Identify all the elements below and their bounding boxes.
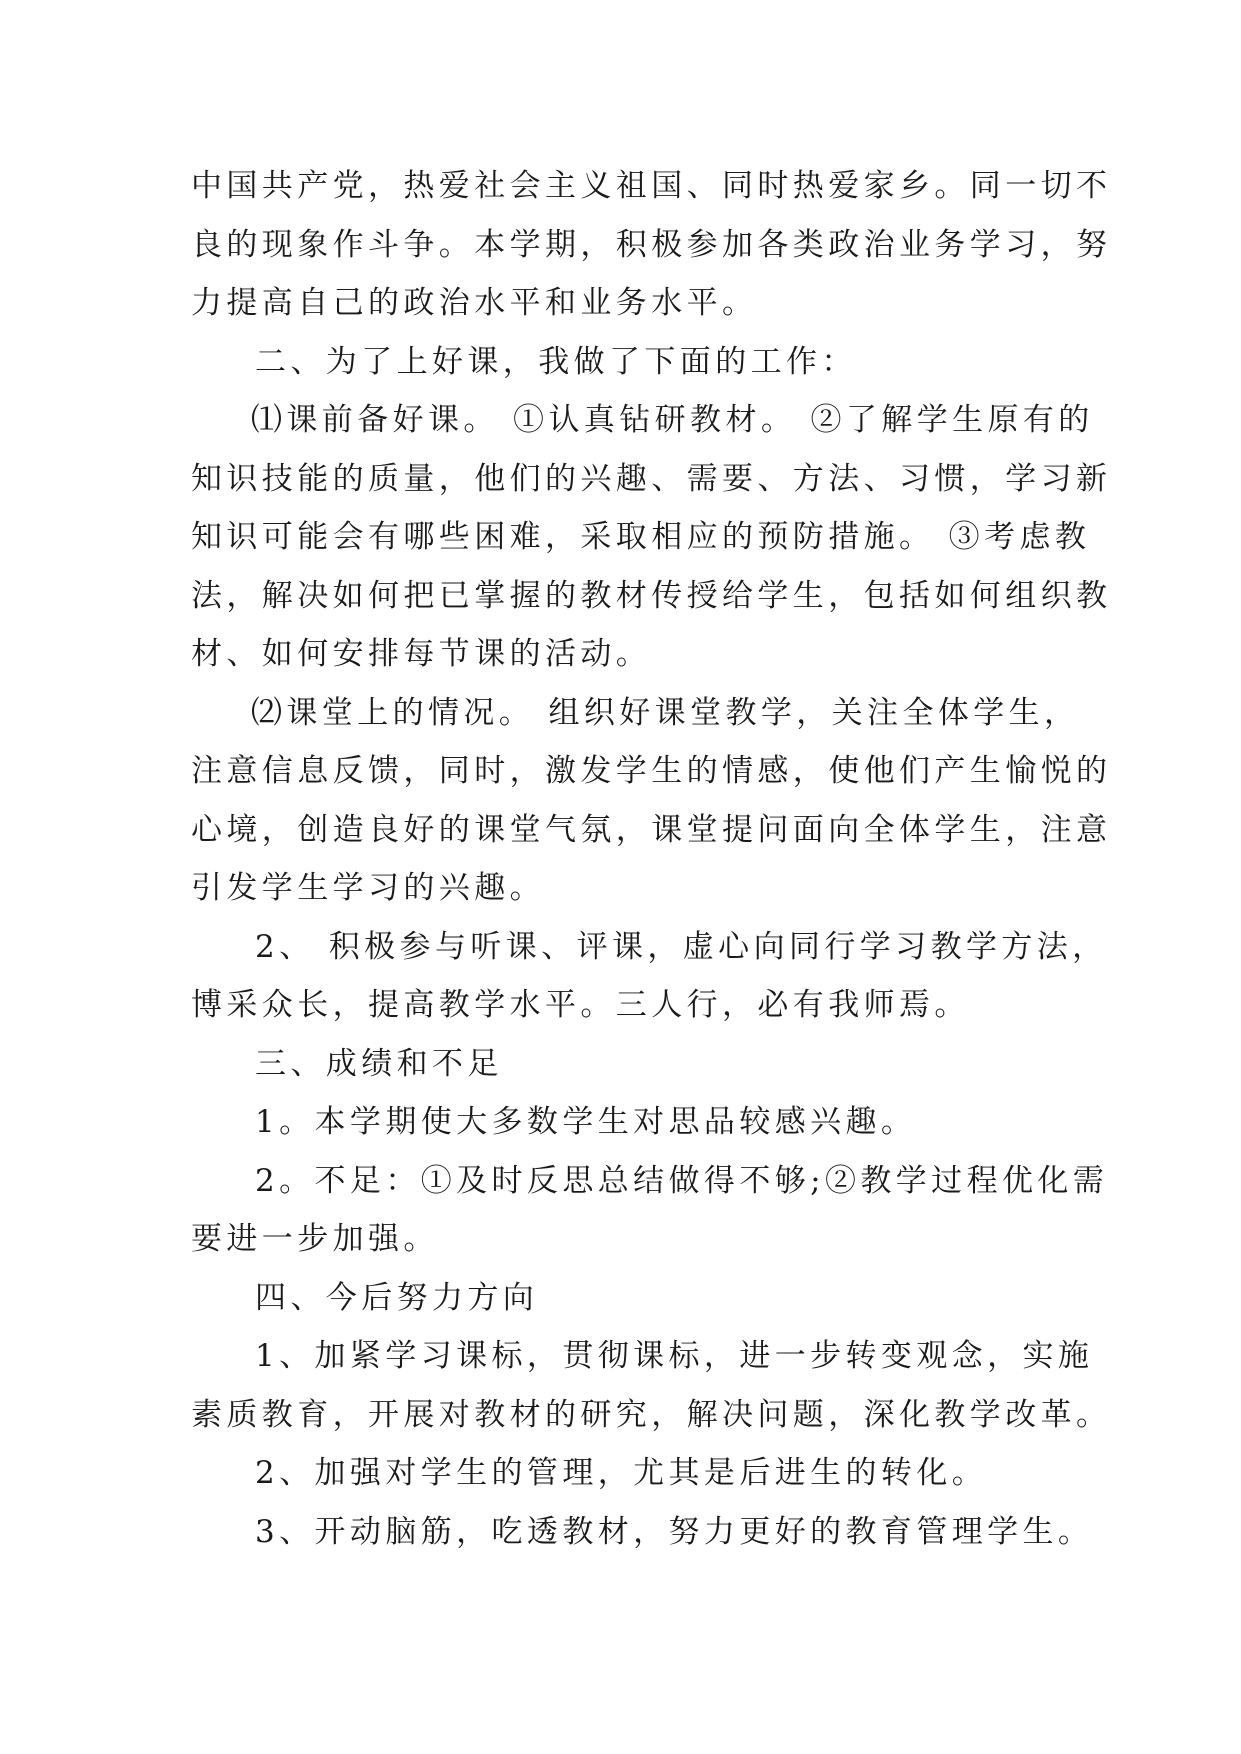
body-line: 心境，创造良好的课堂气氛，课堂提问面向全体学生，注意 bbox=[191, 811, 1112, 848]
body-line: 法，解决如何把已掌握的教材传授给学生，包括如何组织教 bbox=[191, 577, 1112, 614]
body-line: 2、 积极参与听课、评课，虚心向同行学习教学方法， bbox=[255, 928, 1108, 965]
section-heading-2: 二、为了上好课，我做了下面的工作： bbox=[255, 343, 857, 380]
body-line: 1。本学期使大多数学生对思品较感兴趣。 bbox=[255, 1104, 917, 1140]
body-line: 材、如何安排每节课的活动。 bbox=[191, 636, 652, 672]
body-line: 注意信息反馈，同时，激发学生的情感，使他们产生愉悦的 bbox=[191, 753, 1112, 789]
body-line: 2。不足：①及时反思总结做得不够;②教学过程优化需 bbox=[255, 1162, 1109, 1199]
document-body bbox=[191, 157, 1112, 1561]
body-line: 3、开动脑筋，吃透教材，努力更好的教育管理学生。 bbox=[255, 1513, 1094, 1550]
section-heading-4: 四、今后努力方向 bbox=[255, 1279, 539, 1316]
body-line: 1、加紧学习课标，贯彻课标，进一步转变观念，实施 bbox=[255, 1338, 1094, 1374]
body-line: 引发学生学习的兴趣。 bbox=[191, 870, 545, 906]
section-heading-3: 三、成绩和不足 bbox=[255, 1045, 503, 1082]
body-line: 博采众长，提高教学水平。三人行，必有我师焉。 bbox=[191, 987, 970, 1023]
body-line: ⑵课堂上的情况。 组织好课堂教学，关注全体学生， bbox=[251, 694, 1080, 731]
body-line: 2、加强对学生的管理，尤其是后进生的转化。 bbox=[255, 1455, 988, 1491]
body-line: 知识技能的质量，他们的兴趣、需要、方法、习惯，学习新 bbox=[191, 460, 1112, 497]
body-line: 力提高自己的政治水平和业务水平。 bbox=[191, 285, 758, 321]
body-line: ⑴课前备好课。 ①认真钻研教材。 ②了解学生原有的 bbox=[251, 402, 1094, 438]
body-line: 素质教育，开展对教材的研究，解决问题，深化教学改革。 bbox=[191, 1396, 1112, 1433]
body-line: 要进一步加强。 bbox=[191, 1221, 439, 1257]
body-line: 良的现象作斗争。本学期，积极参加各类政治业务学习，努 bbox=[191, 226, 1112, 263]
body-line: 中国共产党，热爱社会主义祖国、同时热爱家乡。同一切不 bbox=[191, 168, 1112, 204]
body-line: 知识可能会有哪些困难，采取相应的预防措施。 ③考虑教 bbox=[191, 519, 1091, 555]
